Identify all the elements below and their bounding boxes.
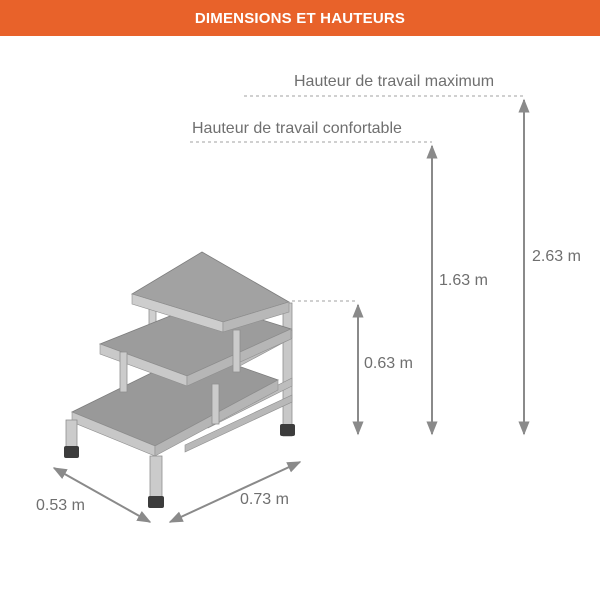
page-title: DIMENSIONS ET HAUTEURS [194, 9, 406, 27]
width-value: 0.73 m [240, 491, 289, 508]
max-height-value: 2.63 m [532, 248, 581, 265]
max-working-height-label: Hauteur de travail maximum [294, 73, 495, 90]
platform-height-value: 0.63 m [364, 355, 413, 372]
step-stool-icon [64, 252, 295, 508]
comfortable-working-height-label: Hauteur de travail confortable [192, 120, 402, 137]
comfortable-height-value: 1.63 m [439, 272, 488, 289]
depth-value: 0.53 m [36, 497, 85, 514]
